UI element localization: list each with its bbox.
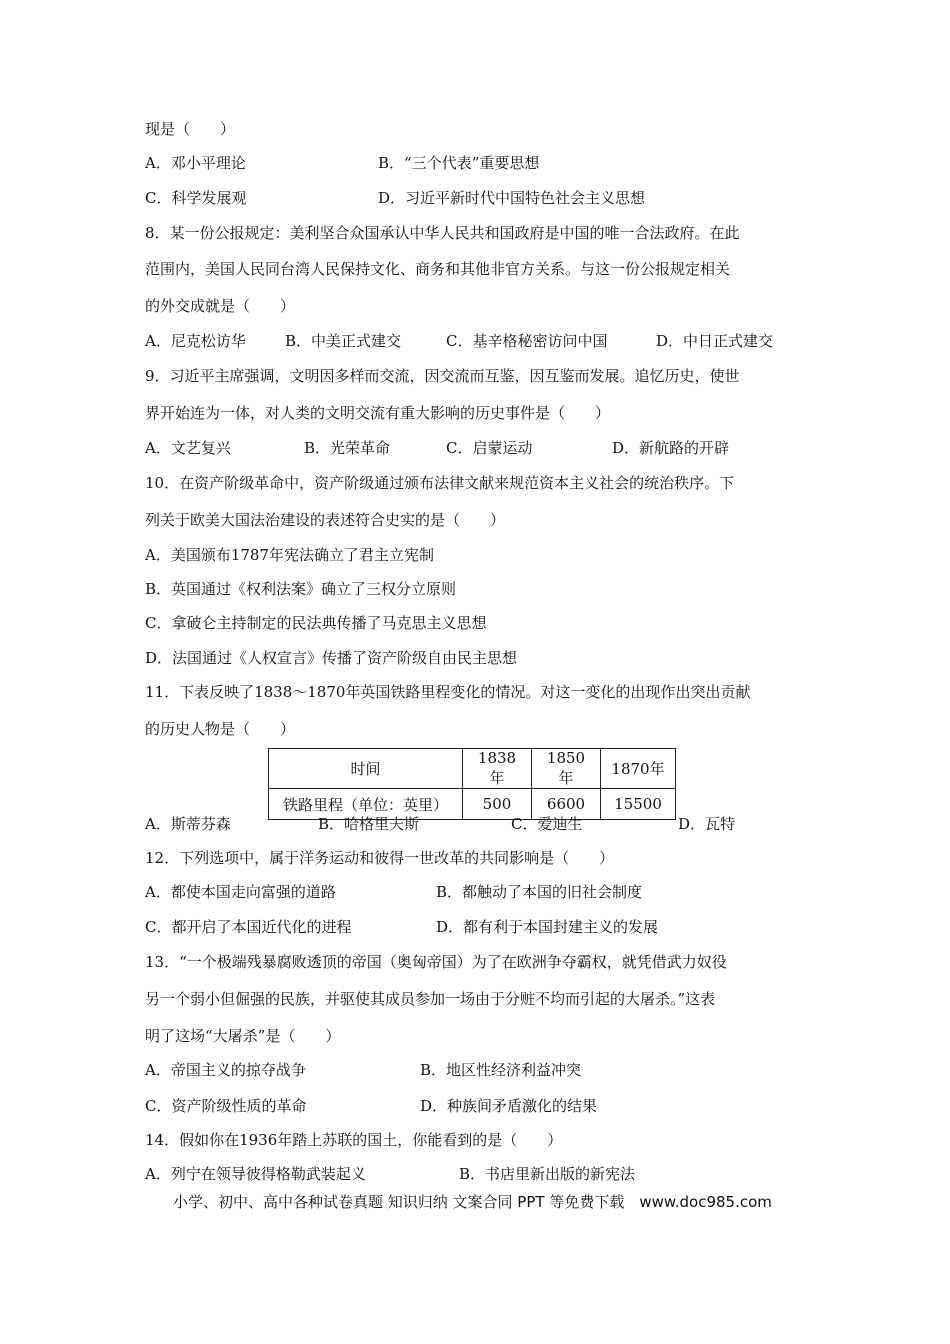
- table-cell: 15500: [601, 789, 676, 820]
- q12-option-d: D．都有利于本国封建主义的发展: [436, 918, 659, 936]
- q7-option-b: B．“三个代表”重要思想: [378, 154, 540, 172]
- q7-option-d: D．习近平新时代中国特色社会主义思想: [378, 189, 646, 207]
- q8-stem-line: 范围内，美国人民同台湾人民保持文化、商务和其他非官方关系。与这一份公报规定相关: [145, 260, 731, 278]
- table-cell: 500: [463, 789, 532, 820]
- q13-option-d: D．种族间矛盾激化的结果: [420, 1097, 598, 1115]
- table-cell: 铁路里程（单位：英里）: [269, 789, 463, 820]
- q13-option-b: B．地区性经济利益冲突: [420, 1061, 582, 1079]
- q14-stem-line: 14．假如你在1936年踏上苏联的国土，你能看到的是（ ）: [145, 1131, 563, 1149]
- q10-stem-line: 10．在资产阶级革命中，资产阶级通过颁布法律文献来规范资本主义社会的统治秩序。下: [145, 474, 735, 492]
- q13-stem-line: 另一个弱小但倔强的民族，并驱使其成员参加一场由于分赃不均而引起的大屠杀。”这表: [145, 990, 716, 1008]
- q10-option-a: A．美国颁布1787年宪法确立了君主立宪制: [145, 546, 435, 564]
- q7-stem-tail: 现是（ ）: [145, 120, 236, 138]
- q10-stem-line: 列关于欧美大国法治建设的表述符合史实的是（ ）: [145, 511, 506, 529]
- q13-option-c: C．资产阶级性质的革命: [145, 1097, 307, 1115]
- q9-option-b: B．光荣革命: [304, 439, 391, 457]
- q11-option-c: C．爱迪生: [511, 815, 583, 833]
- q11-option-b: B．哈格里夫斯: [318, 815, 420, 833]
- q13-stem-line: 13．“一个极端残暴腐败透顶的帝国（奥匈帝国）为了在欧洲争夺霸权，就凭借武力奴役: [145, 953, 727, 971]
- q9-option-d: D．新航路的开辟: [612, 439, 730, 457]
- q8-option-c: C．基辛格秘密访问中国: [446, 332, 608, 350]
- q13-stem-line: 明了这场“大屠杀”是（ ）: [145, 1027, 341, 1045]
- q12-option-a: A．都使本国走向富强的道路: [145, 883, 336, 901]
- q12-stem-line: 12．下列选项中，属于洋务运动和彼得一世改革的共同影响是（ ）: [145, 849, 615, 867]
- q9-option-c: C．启蒙运动: [446, 439, 533, 457]
- q12-option-c: C．都开启了本国近代化的进程: [145, 918, 352, 936]
- q7-option-a: A．邓小平理论: [145, 154, 246, 172]
- q8-option-d: D．中日正式建交: [656, 332, 774, 350]
- q10-option-b: B．英国通过《权利法案》确立了三权分立原则: [145, 580, 457, 598]
- q14-option-b: B．书店里新出版的新宪法: [459, 1165, 636, 1183]
- table-cell: 6600: [532, 789, 601, 820]
- q14-option-a: A．列宁在领导彼得格勒武装起义: [145, 1165, 366, 1183]
- q12-option-b: B．都触动了本国的旧社会制度: [436, 883, 643, 901]
- q10-option-c: C．拿破仑主持制定的民法典传播了马克思主义思想: [145, 614, 487, 632]
- q13-option-a: A．帝国主义的掠夺战争: [145, 1061, 306, 1079]
- q8-stem-line: 8．某一份公报规定：美利坚合众国承认中华人民共和国政府是中国的唯一合法政府。在此: [145, 224, 740, 242]
- q11-option-d: D．瓦特: [678, 815, 736, 833]
- table-row: [269, 749, 676, 789]
- q10-option-d: D．法国通过《人权宣言》传播了资产阶级自由民主思想: [145, 649, 518, 667]
- table-header-cell: 1838年: [463, 749, 532, 789]
- table-header-cell: 1870年: [601, 749, 676, 789]
- q9-stem-line: 9．习近平主席强调，文明因多样而交流，因交流而互鉴，因互鉴而发展。追忆历史，使世: [145, 367, 740, 385]
- table-header-cell: 1850年: [532, 749, 601, 789]
- q7-option-c: C．科学发展观: [145, 189, 247, 207]
- q11-stem-line: 的历史人物是（ ）: [145, 720, 296, 738]
- q8-stem-line: 的外交成就是（ ）: [145, 297, 296, 315]
- q9-option-a: A．文艺复兴: [145, 439, 231, 457]
- q11-stem-line: 11．下表反映了1838～1870年英国铁路里程变化的情况。对这一变化的出现作出突出贡献: [145, 683, 751, 701]
- page-footer: 小学、初中、高中各种试卷真题 知识归纳 文案合同 PPT 等免费下载 www.doc985.com: [173, 1193, 772, 1211]
- q8-option-b: B．中美正式建交: [285, 332, 402, 350]
- q8-option-a: A．尼克松访华: [145, 332, 246, 350]
- q11-option-a: A．斯蒂芬森: [145, 815, 231, 833]
- q9-stem-line: 界开始连为一体，对人类的文明交流有重大影响的历史事件是（ ）: [145, 404, 611, 422]
- railway-mileage-table: [268, 748, 676, 820]
- table-header-cell: 时间: [269, 749, 463, 789]
